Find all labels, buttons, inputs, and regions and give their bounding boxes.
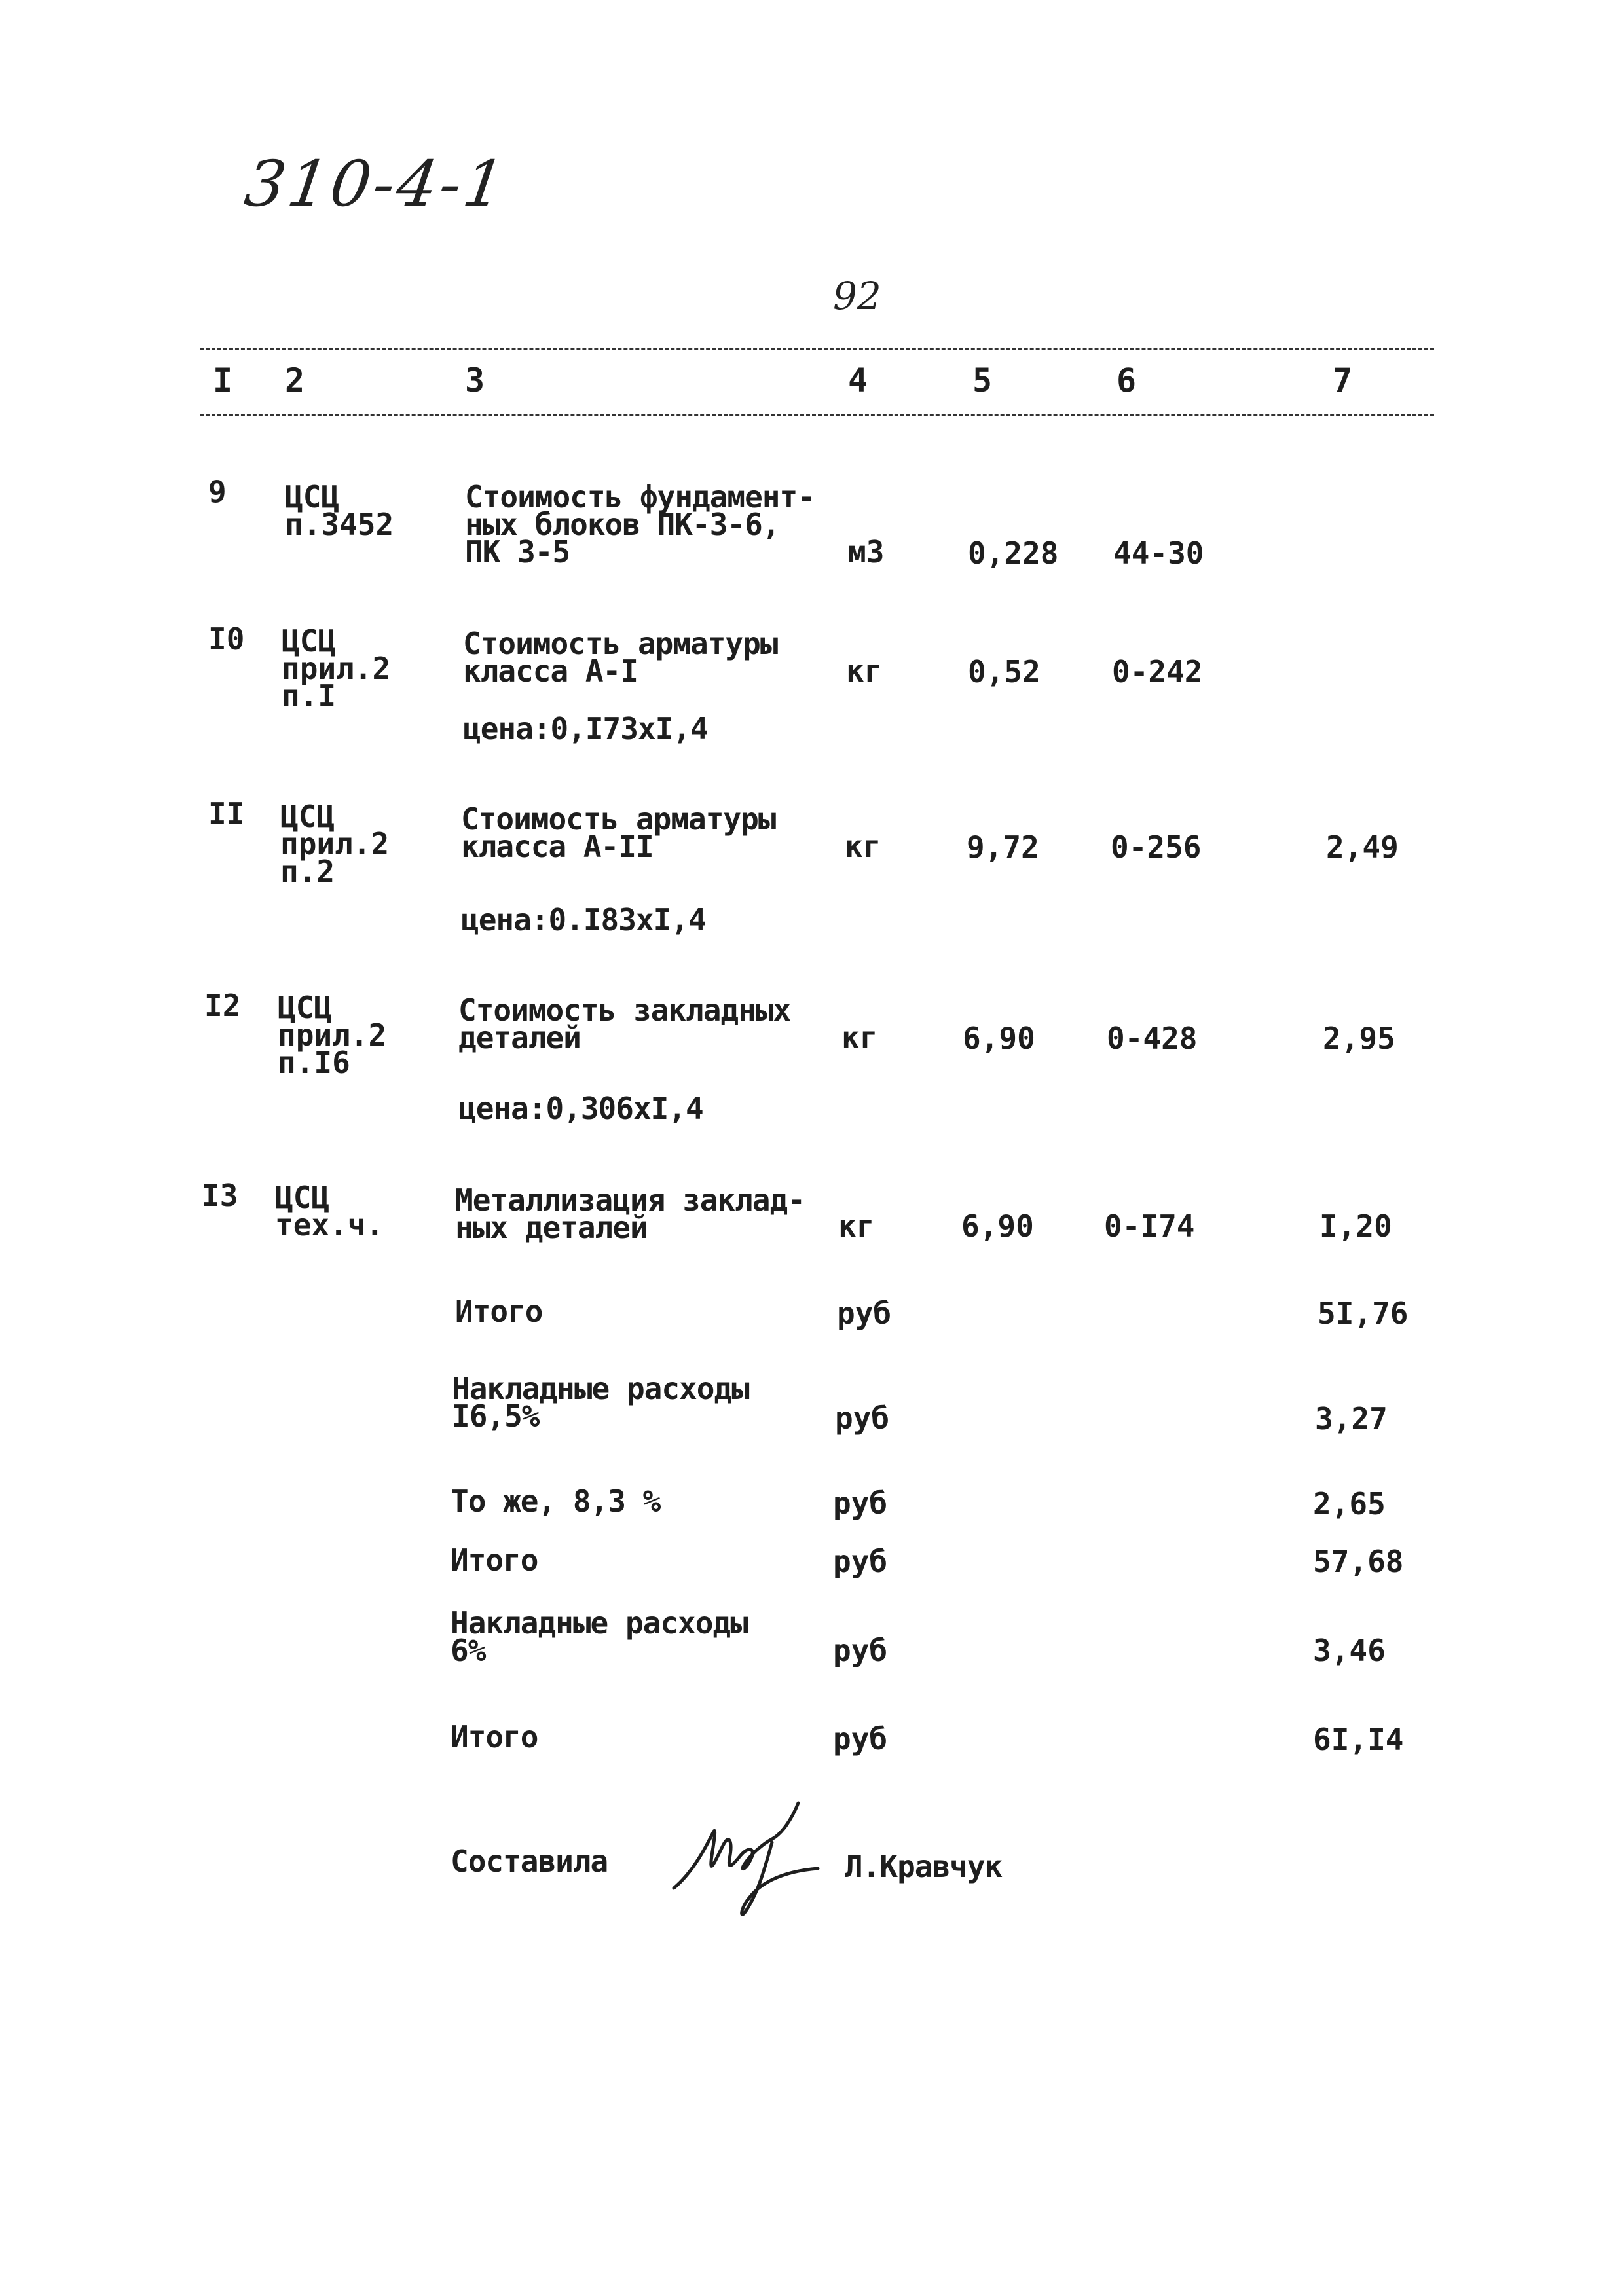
row-name: Стоимость закладных деталей	[458, 993, 791, 1055]
summary-value: 57,68	[1313, 1544, 1404, 1579]
summary-unit: руб	[837, 1296, 892, 1331]
summary-unit: руб	[833, 1544, 888, 1579]
row-quantity: 0,52	[968, 654, 1041, 689]
compiled-by-label: Составила	[451, 1844, 608, 1879]
row-source: ЦСЦ прил.2 п.I	[282, 623, 391, 714]
row-name: Стоимость фундамент- ных блоков ПК-3-6, ПК 3-5	[465, 479, 815, 570]
row-quantity: 9,72	[967, 829, 1039, 865]
row-name: Стоимость арматуры класса А-II	[461, 801, 776, 864]
summary-label: Итого	[455, 1294, 543, 1329]
signature-mark	[655, 1781, 825, 1912]
handwritten-signature-icon	[667, 1793, 838, 1924]
row-name: Металлизация заклад- ных деталей	[455, 1182, 805, 1245]
summary-value: 2,65	[1313, 1486, 1386, 1522]
column-header-3: 3	[465, 361, 485, 399]
row-quantity: 6,90	[963, 1021, 1035, 1056]
summary-unit: руб	[833, 1485, 888, 1521]
row-unit: кг	[845, 829, 881, 864]
summary-value: 3,27	[1315, 1401, 1388, 1436]
summary-label: Итого	[451, 1542, 538, 1578]
summary-label: То же, 8,3 %	[451, 1484, 661, 1519]
row-total: I,20	[1320, 1209, 1392, 1244]
row-price: 0-242	[1112, 654, 1203, 689]
row-source: ЦСЦ тех.ч.	[275, 1180, 384, 1243]
header-bottom-rule	[200, 414, 1434, 416]
row-number: I0	[208, 621, 245, 657]
compiler-name: Л.Кравчук	[845, 1849, 1003, 1884]
row-price: 0-428	[1107, 1021, 1198, 1056]
row-number: I2	[204, 988, 241, 1023]
row-name: Стоимость арматуры класса А-I	[463, 626, 778, 689]
summary-value: 6I,I4	[1313, 1722, 1404, 1757]
column-header-2: 2	[285, 361, 305, 399]
column-header-4: 4	[848, 361, 868, 399]
row-price: 0-I74	[1104, 1209, 1195, 1244]
row-total: 2,49	[1326, 829, 1399, 865]
row-price-note: цена:0,306хI,4	[458, 1091, 703, 1126]
column-header-5: 5	[972, 361, 993, 399]
row-number: I3	[202, 1178, 238, 1213]
summary-label: Итого	[451, 1719, 538, 1755]
summary-value: 3,46	[1313, 1633, 1386, 1668]
row-price-note: цена:0.I83хI,4	[461, 902, 706, 938]
row-unit: кг	[846, 653, 883, 689]
summary-unit: руб	[835, 1400, 890, 1436]
row-quantity: 0,228	[968, 536, 1059, 571]
row-number: 9	[208, 474, 227, 509]
row-unit: м3	[848, 534, 885, 570]
summary-label: Накладные расходы 6%	[451, 1605, 748, 1668]
column-header-1: I	[213, 361, 233, 399]
row-total: 2,95	[1323, 1021, 1395, 1056]
row-source: ЦСЦ прил.2 п.I6	[278, 990, 387, 1080]
summary-unit: руб	[833, 1633, 888, 1668]
document-code: 310-4-1	[240, 147, 512, 221]
row-number: II	[208, 796, 245, 831]
row-quantity: 6,90	[961, 1209, 1034, 1244]
row-source: ЦСЦ прил.2 п.2	[280, 799, 390, 889]
row-price: 0-256	[1111, 829, 1202, 865]
summary-value: 5I,76	[1318, 1296, 1409, 1331]
column-header-7: 7	[1333, 361, 1353, 399]
row-unit: кг	[838, 1209, 875, 1244]
column-header-6: 6	[1116, 361, 1137, 399]
summary-unit: руб	[833, 1721, 888, 1757]
row-price-note: цена:0,I73хI,4	[463, 711, 708, 746]
summary-label: Накладные расходы I6,5%	[452, 1371, 749, 1434]
row-unit: кг	[841, 1020, 878, 1055]
row-price: 44-30	[1113, 536, 1204, 571]
row-source: ЦСЦ п.3452	[285, 479, 394, 542]
page-number: 92	[833, 274, 881, 318]
header-top-rule	[200, 348, 1434, 350]
